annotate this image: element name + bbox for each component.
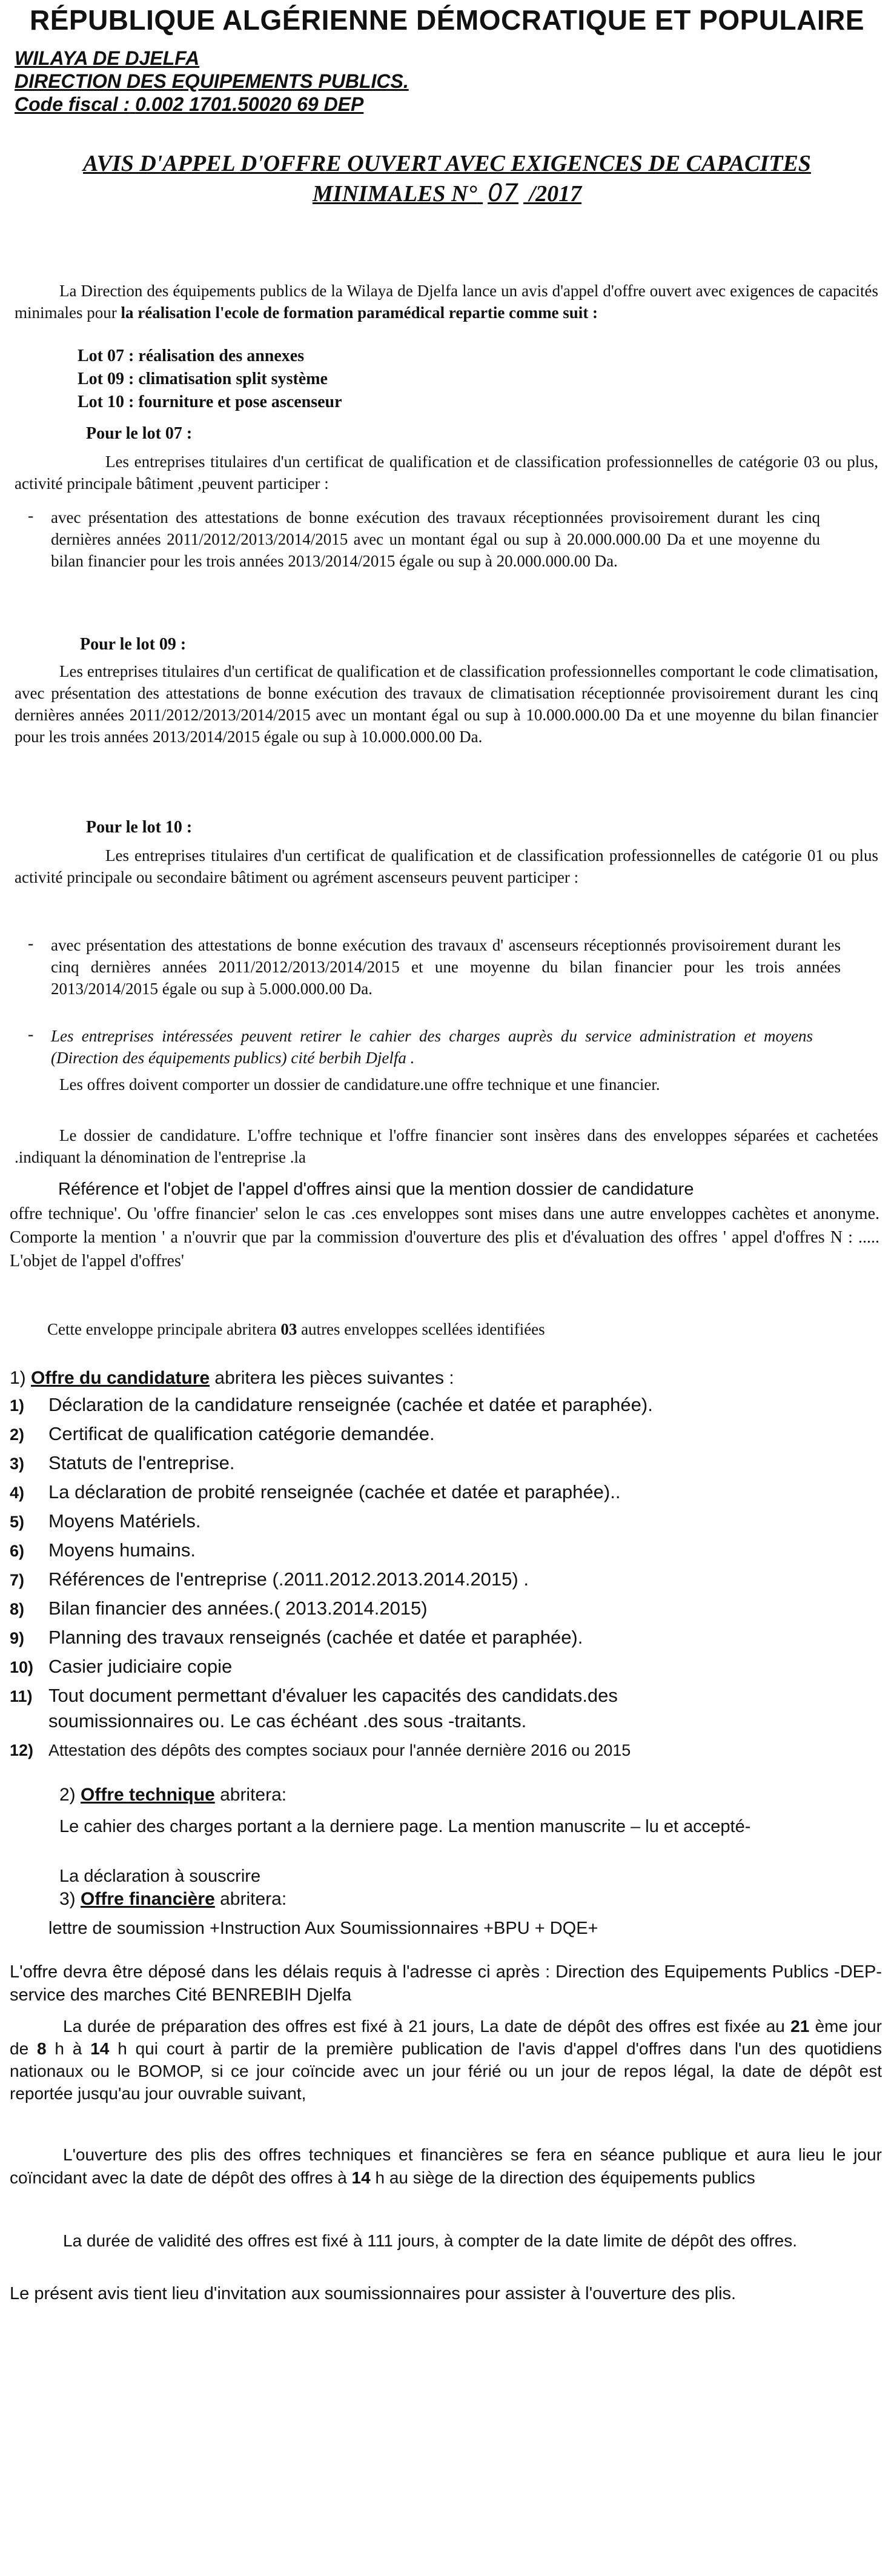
notice-number: 07: [488, 179, 519, 207]
ouverture-a: L'ouverture des plis des offres techniques et financières se fera en séance publique et aura lieu le jour coïncidant avec la date de dépôt des offres à: [10, 2145, 882, 2187]
duree-day: 21: [790, 2017, 810, 2036]
duree-e: h à: [46, 2039, 91, 2058]
ouverture-hour: 14: [351, 2168, 371, 2187]
financiere-title: Offre financière: [81, 1889, 215, 1909]
financiere-heading: [59, 1888, 286, 1911]
validite-text: La durée de validité des offres est fixé à 111 jours, à compter de la date limite de dépôt des offres.: [63, 2231, 797, 2250]
item-text: Moyens humains.: [48, 1539, 196, 1561]
item-num: 9): [10, 1629, 25, 1647]
candidature-item: [10, 1684, 618, 1708]
direction-line: DIRECTION DES EQUIPEMENTS PUBLICS.: [15, 70, 409, 92]
depot-text: L'offre devra être déposé dans les délais requis à l'adresse ci après : Direction des Equipements Publics -DEP- service des marches Cité BENREBIH Djelfa: [10, 1962, 882, 2005]
notice-title-prefix: MINIMALES N°: [312, 181, 477, 207]
candidature-item: [10, 1655, 232, 1679]
fiscal-code: 0.002 1701.50020 69 DEP: [135, 93, 364, 115]
item-text: Déclaration de la candidature renseignée (cachée et datée et paraphée).: [48, 1394, 653, 1415]
dossier-text: Le dossier de candidature. L'offre technique et l'offre financier sont insères dans des enveloppes séparées et cachetées .indiquant la dénomination de l'entreprise .la: [15, 1126, 878, 1166]
dash-icon: -: [28, 1025, 34, 1044]
candidature-item: [10, 1393, 653, 1417]
lot-10-text: Les entreprises titulaires d'un certificat de qualification et de classification professionnelles de catégorie 01 ou plus activité principale ou secondaire bâtiment ou agrément ascenseurs peuvent participer :: [15, 846, 878, 886]
lot-10-bullet2: Les entreprises intéressées peuvent retirer le cahier des charges auprès du service administration et moyens (Direction des équipements publics) cité berbih Djelfa .: [51, 1027, 813, 1067]
candidature-item: [10, 1510, 201, 1533]
candidature-item: [10, 1626, 583, 1650]
lot-07-bullet: avec présentation des attestations de bonne exécution des travaux réceptionnées provisoirement durant les cinq dernières années 2011/2012/2013/2014/2015 avec un montant égal ou sup à 20.000.000.00 Da et une moyenne du bilan financier pour les trois années 2013/2014/2015 égale ou sup à 20.000.000.00 Da.: [51, 508, 820, 570]
candidature-item: [10, 1568, 529, 1592]
lot-10-line: [78, 393, 342, 412]
lot-09-text: Les entreprises titulaires d'un certificat de qualification et de classification professionnelles comportant le code climatisation, avec présentation des attestations de bonne exécution des travaux de climatisation réceptionnée provisoirement durant les cinq dernières années 2011/2012/2013/2014/2015 avec un montant égal ou sup à 10.000.000.00 Da et une moyenne du bilan financier pour les trois années 2013/2014/2015 égale ou sup à 10.000.000.00 Da.: [15, 662, 878, 746]
financiere-line1: lettre de soumission +Instruction Aux Soumissionnaires +BPU + DQE+: [48, 1919, 598, 1938]
duree-g: h qui court à partir de la première publication de l'avis d'appel d'offres dans l'un des quotidiens nationaux ou le BOMOP, si ce jour coïncide avec un jour férié ou un jour de repos légal, la date de dépôt est reportée jusqu'au jour ouvrable suivant,: [10, 2039, 882, 2103]
envelope-count: 03: [280, 1320, 297, 1338]
country-title: RÉPUBLIQUE ALGÉRIENNE DÉMOCRATIQUE ET POPULAIRE: [29, 4, 865, 36]
item-text: Attestation des dépôts des comptes sociaux pour l'année dernière 2016 ou 2015: [48, 1741, 631, 1759]
dash-icon: -: [28, 506, 34, 525]
lot-07-text: réalisation des annexes: [138, 347, 305, 365]
item-num: 8): [10, 1600, 25, 1618]
notice-title-line1: AVIS D'APPEL D'OFFRE OUVERT AVEC EXIGENCES DE CAPACITES: [83, 151, 811, 176]
item-num: 10): [10, 1658, 34, 1676]
lot-07-heading: Pour le lot 07 :: [86, 424, 193, 443]
item-text: Planning des travaux renseignés (cachée et datée et paraphée).: [48, 1627, 583, 1648]
technique-heading: [59, 1784, 286, 1807]
financiere-num: 3): [59, 1889, 76, 1909]
duree-c: ème jour de: [10, 2017, 882, 2058]
intro-bold: la réalisation l'ecole de formation paramédical repartie comme suit :: [121, 304, 598, 322]
item-num: 12): [10, 1741, 34, 1759]
ouverture-text: [10, 2143, 882, 2189]
technique-title: Offre technique: [81, 1785, 215, 1805]
wilaya-line: WILAYA DE DJELFA: [15, 47, 200, 69]
duree-start-hour: 8: [36, 2039, 47, 2058]
duree-a: La durée de préparation des offres est fixé à 21 jours, La date de dépôt des offres est fixée au: [63, 2017, 791, 2036]
item-num: 7): [10, 1571, 25, 1589]
fiscal-label: Code fiscal :: [15, 93, 130, 115]
candidature-heading: [10, 1367, 454, 1390]
lot-09-text: climatisation split système: [138, 370, 328, 388]
lot-07-text: Les entreprises titulaires d'un certificat de qualification et de classification professionnelles de catégorie 03 ou plus, activité principale bâtiment ,peuvent participer :: [15, 453, 878, 493]
candidature-title: Offre du candidature: [31, 1368, 210, 1388]
item-num: 1): [10, 1396, 25, 1415]
notice-title-line2: [0, 179, 894, 207]
technique-line1: Le cahier des charges portant a la derniere page. La mention manuscrite – lu et accepté-: [59, 1817, 751, 1836]
item-num: 5): [10, 1513, 25, 1531]
envelope-text-b: autres enveloppes scellées identifiées: [297, 1320, 545, 1338]
item-text: Moyens Matériels.: [48, 1510, 201, 1532]
reference-line: Référence et l'objet de l'appel d'offres ainsi que la mention dossier de candidature: [58, 1180, 694, 1199]
item-text: Casier judiciaire copie: [48, 1656, 233, 1677]
candidature-item: [10, 1739, 631, 1762]
candidature-suffix: abritera les pièces suivantes :: [210, 1368, 454, 1388]
candidature-item: [10, 1422, 435, 1446]
dash-icon: -: [28, 934, 34, 953]
intro-text: La Direction des équipements publics de la Wilaya de Djelfa lance un avis d'appel d'offre ouvert avec exigences de capacités minimales pour: [15, 282, 878, 322]
envelope-text: [47, 1318, 859, 1340]
lot-10-bullet: avec présentation des attestations de bonne exécution des travaux d' ascenseurs réceptionnés provisoirement durant les cinq dernières années 2011/2012/2013/2014/2015 et une moyenne du bilan financier pour les trois années 2013/2014/2015 égale ou sup à 5.000.000.00 Da.: [51, 936, 841, 998]
item-text: Bilan financier des années.( 2013.2014.2015): [48, 1598, 428, 1619]
candidature-item: [10, 1597, 428, 1621]
item-num: 6): [10, 1542, 25, 1560]
candidature-item-11-cont: soumissionnaires ou. Le cas échéant .des sous -traitants.: [48, 1710, 527, 1731]
lot-09-heading: Pour le lot 09 :: [80, 635, 187, 654]
item-text: Tout document permettant d'évaluer les capacités des candidats.des: [48, 1685, 618, 1706]
candidature-item: [10, 1452, 234, 1475]
lot-10-heading: Pour le lot 10 :: [86, 818, 193, 837]
intro-paragraph: [15, 280, 878, 324]
notice-year: /2017: [529, 181, 582, 207]
item-num: 4): [10, 1484, 25, 1502]
lot-07-label: Lot 07 :: [78, 347, 134, 365]
lot-09-label: Lot 09 :: [78, 370, 134, 388]
item-num: 2): [10, 1426, 25, 1444]
offers-intro: Les offres doivent comporter un dossier de candidature.une offre technique et une financier.: [59, 1075, 660, 1094]
lot-07-line: [78, 347, 304, 366]
item-num: 3): [10, 1455, 25, 1473]
final-statement: Le présent avis tient lieu d'invitation aux soumissionnaires pour assister à l'ouverture des plis.: [10, 2284, 737, 2303]
candidature-item: [10, 1539, 196, 1562]
technique-num: 2): [59, 1785, 76, 1805]
ouverture-c: h au siège de la direction des équipements publics: [370, 2168, 755, 2187]
item-text: Statuts de l'entreprise.: [48, 1452, 235, 1473]
financiere-suffix: abritera:: [214, 1889, 287, 1909]
technique-suffix: abritera:: [214, 1785, 287, 1805]
fiscal-code-line: [15, 93, 363, 116]
duree-text: [10, 2015, 882, 2105]
item-num: 11): [10, 1687, 33, 1705]
offre-text: offre technique'. Ou 'offre financier' selon le cas .ces enveloppes sont mises dans une autre enveloppes cachètes et anonyme. Comporte la mention ' a n'ouvrir que par la commission d'ouverture des plis et d'évaluation des offres ' appel d'offres N : ..... L'objet de l'appel d'offres': [10, 1204, 879, 1270]
item-text: La déclaration de probité renseignée (cachée et datée et paraphée)..: [48, 1481, 621, 1502]
lot-10-label: Lot 10 :: [78, 393, 134, 411]
lot-10-text: fourniture et pose ascenseur: [138, 393, 342, 411]
duree-end-hour: 14: [90, 2039, 110, 2058]
item-text: Certificat de qualification catégorie demandée.: [48, 1423, 435, 1444]
envelope-text-a: Cette enveloppe principale abritera: [47, 1320, 281, 1338]
candidature-num: 1): [10, 1368, 26, 1388]
technique-line2: La déclaration à souscrire: [59, 1867, 261, 1886]
candidature-item: [10, 1481, 620, 1504]
lot-09-line: [78, 370, 328, 389]
item-text: Références de l'entreprise (.2011.2012.2013.2014.2015) .: [48, 1569, 529, 1590]
